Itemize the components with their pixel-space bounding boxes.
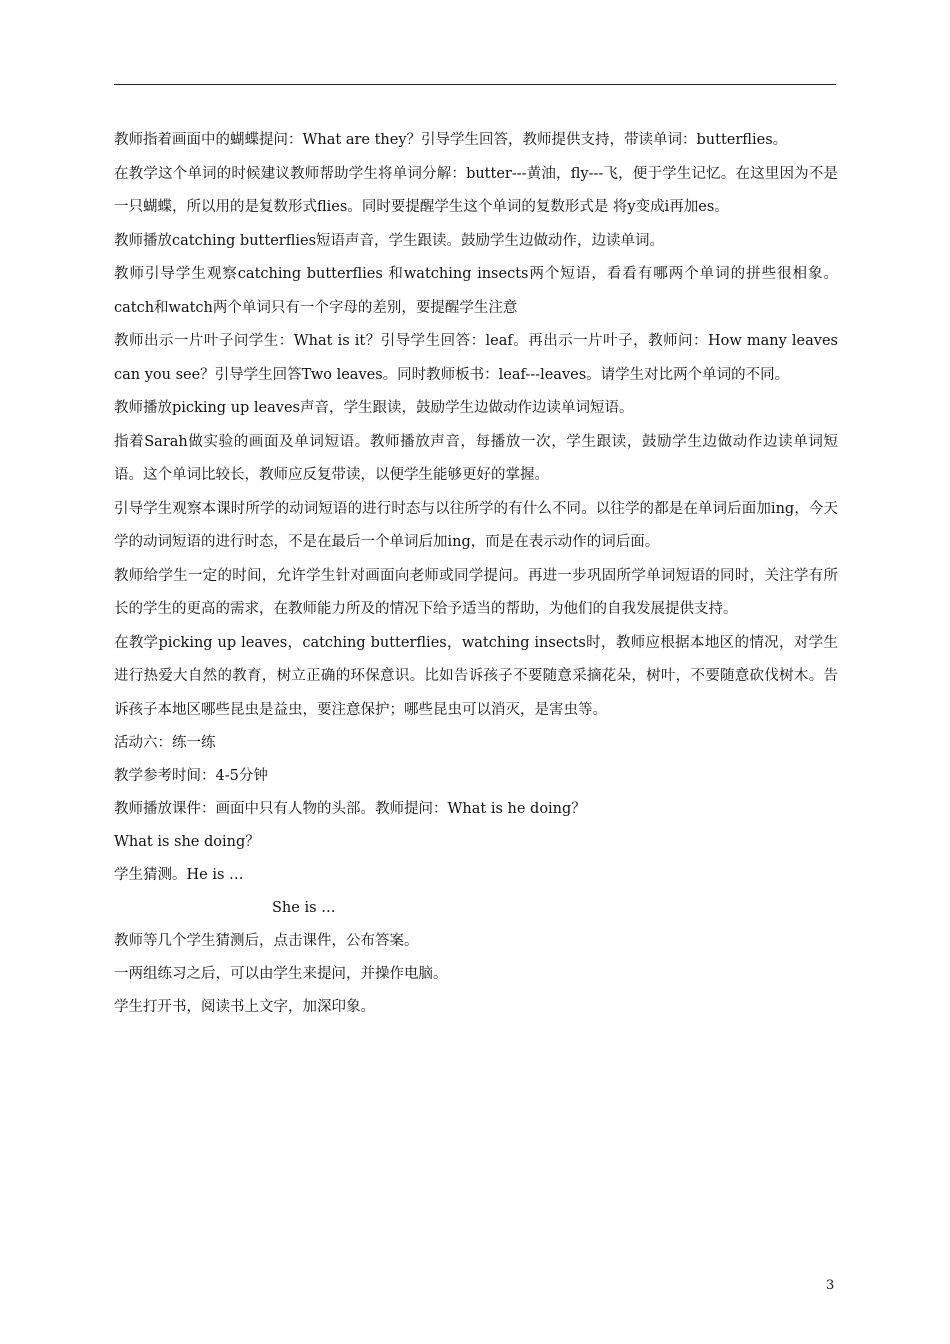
paragraph: 教师播放catching butterflies短语声音，学生跟读。鼓励学生边做动作，边读单词。 [114,232,665,249]
paragraph: 引导学生观察本课时所学的动词短语的进行时态与以往所学的有什么不同。以往学的都是在单词后面加ing，今天学的动词短语的进行时态，不是在最后一个单词后加ing，而是在表示动作的词后面。 [114,500,838,550]
body-text [114,124,838,1024]
paragraph: 教师给学生一定的时间，允许学生针对画面向老师或同学提问。再进一步巩固所学单词短语的同时，关注学有所长的学生的更高的需求，在教师能力所及的情况下给予适当的帮助，为他们的自我发展提供支持。 [114,567,838,617]
paragraph: 一两组练习之后，可以由学生来提问，并操作电脑。 [114,966,448,982]
paragraph: 教师播放picking up leaves声音，学生跟读，鼓励学生边做动作边读单词短语。 [114,400,634,416]
paragraph: 指着Sarah做实验的画面及单词短语。教师播放声音，每播放一次，学生跟读，鼓励学生边做动作边读单词短语。这个单词比较长，教师应反复带读，以便学生能够更好的掌握。 [114,433,838,483]
paragraph: What is she doing？ [114,834,260,850]
paragraph: 教师引导学生观察catching butterflies 和watching insects两个短语，看看有哪两个单词的拼些很相象。catch和watch两个单词只有一个字母的差别，要提醒学生注意 [114,266,838,316]
paragraph: 教师播放课件：画面中只有人物的头部。教师提问：What is he doing？ [114,801,586,817]
page-number: 3 [826,1278,835,1293]
header-rule [114,84,836,85]
paragraph: 教师等几个学生猜测后，点击课件，公布答案。 [114,933,419,949]
paragraph: She is … [272,900,336,916]
paragraph: 学生猜测。He is … [114,867,244,883]
paragraph: 在教学这个单词的时候建议教师帮助学生将单词分解：butter---黄油，fly---飞，便于学生记忆。在这里因为不是一只蝴蝶，所以用的是复数形式flies。同时要提醒学生这个单词的复数形式是 将y变成i再加es。 [114,165,838,215]
paragraph: 在教学picking up leaves，catching butterflies，watching insects时，教师应根据本地区的情况，对学生进行热爱大自然的教育，树立正确的环保意识。比如告诉孩子不要随意采摘花朵，树叶，不要随意砍伐树木。告诉孩子本地区哪些昆虫是益虫，要注意保护；哪些昆虫可以消灭，是害虫等。 [114,634,838,718]
paragraph: 教学参考时间：4-5分钟 [114,768,268,784]
section-heading: 活动六：练一练 [114,735,216,751]
paragraph: 教师出示一片叶子问学生：What is it？引导学生回答：leaf。再出示一片叶子，教师问：How many leaves can you see？引导学生回答Two leaves。同时教师板书：leaf---leaves。请学生对比两个单词的不同。 [114,333,838,383]
paragraph: 学生打开书，阅读书上文字，加深印象。 [114,999,375,1015]
paragraph: 教师指着画面中的蝴蝶提问：What are they？引导学生回答，教师提供支持，带读单词：butterflies。 [114,132,788,148]
